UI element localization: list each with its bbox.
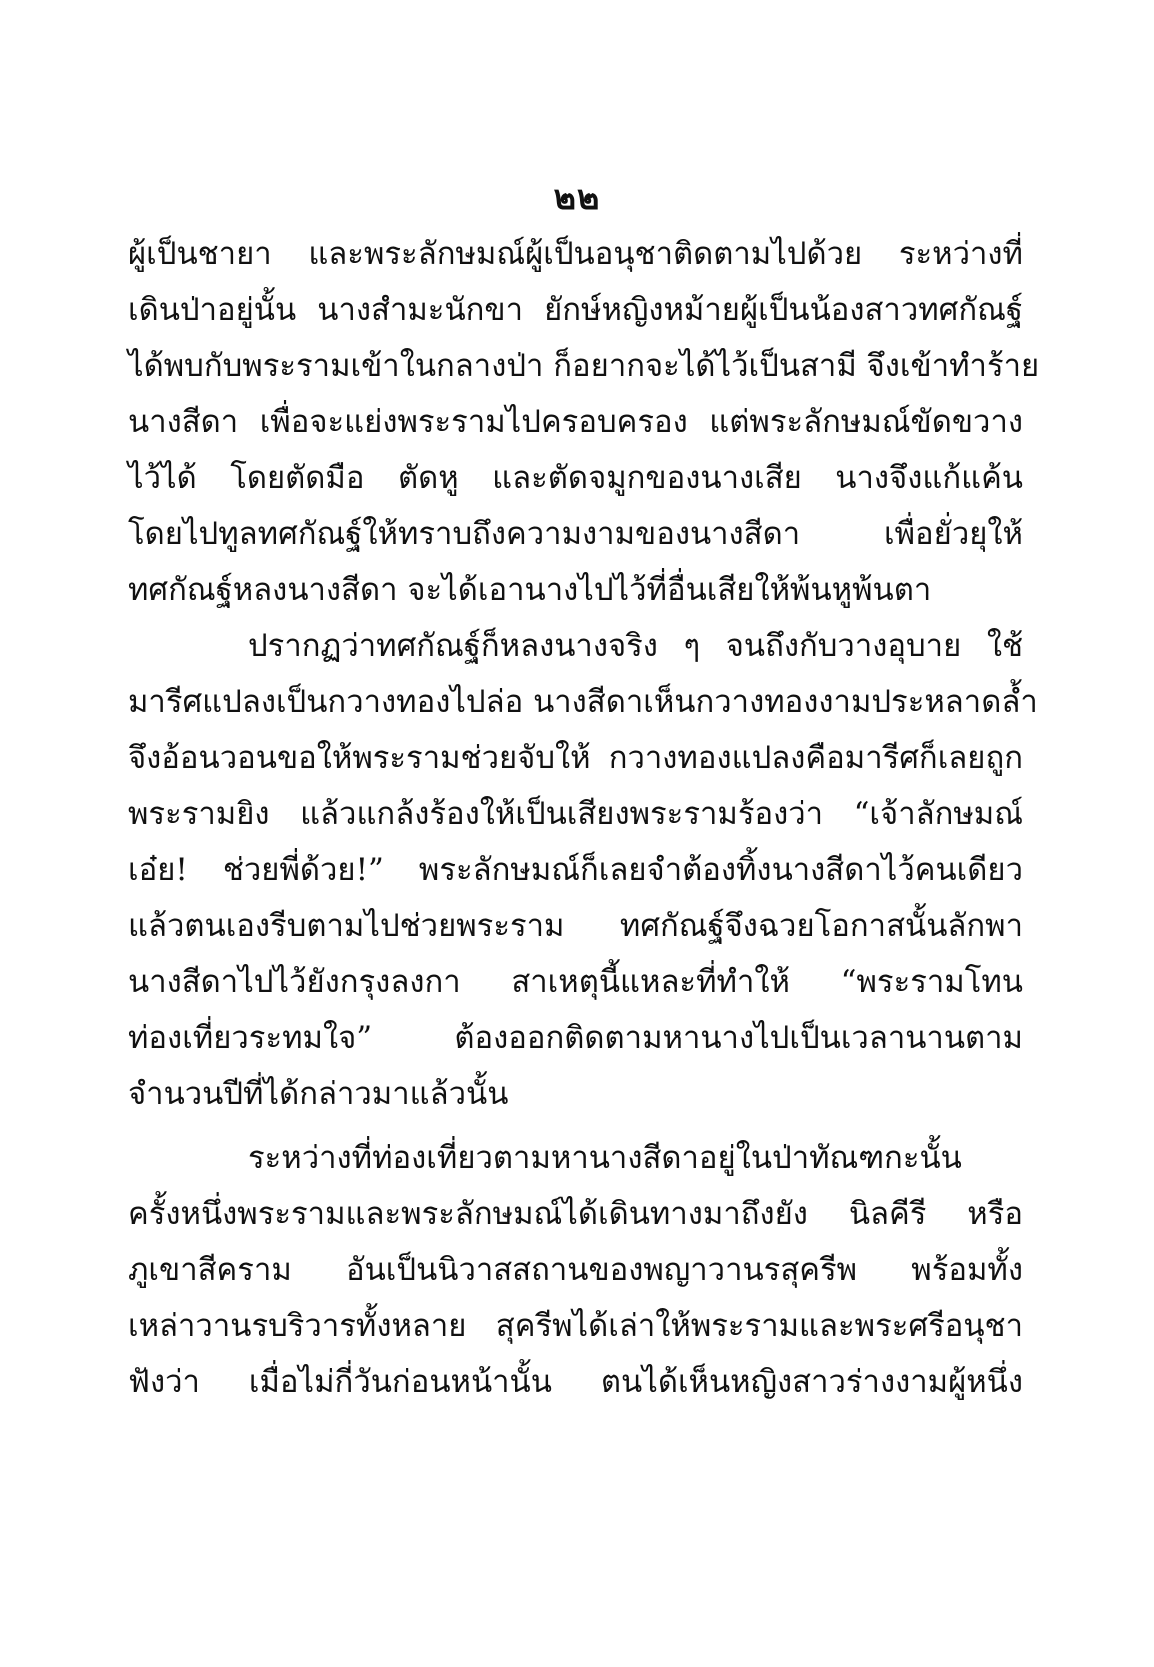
text-line: พระรามยิง แล้วแกล้งร้องให้เป็นเสียงพระรามร้องว่า “เจ้าลักษมณ์ [128, 796, 1023, 832]
text-line: ผู้เป็นชายา และพระลักษมณ์ผู้เป็นอนุชาติดตามไปด้วย ระหว่างที่ [128, 236, 1023, 272]
paragraph-3 [128, 1130, 1023, 1410]
text-line: ทศกัณฐ์หลงนางสีดา จะได้เอานางไปไว้ที่อื่นเสียให้พ้นหูพ้นตา [128, 572, 932, 608]
text-line: เหล่าวานรบริวารทั้งหลาย สุครีพได้เล่าให้พระรามและพระศรีอนุชา [128, 1308, 1023, 1344]
text-line: ครั้งหนึ่งพระรามและพระลักษมณ์ได้เดินทางมาถึงยัง นิลคีรี หรือ [128, 1196, 1023, 1232]
page-number: ๒๒ [553, 178, 601, 218]
text-line: ภูเขาสีคราม อันเป็นนิวาสสถานของพญาวานรสุครีพ พร้อมทั้ง [128, 1252, 1023, 1288]
text-line: เอ๋ย! ช่วยพี่ด้วย!” พระลักษมณ์ก็เลยจำต้องทิ้งนางสีดาไว้คนเดียว [128, 852, 1023, 888]
text-line: ไว้ได้ โดยตัดมือ ตัดหู และตัดจมูกของนางเสีย นางจึงแก้แค้น [128, 460, 1023, 496]
text-line: จำนวนปีที่ได้กล่าวมาแล้วนั้น [128, 1076, 509, 1112]
text-line: ระหว่างที่ท่องเที่ยวตามหานางสีดาอยู่ในป่าทัณฑกะนั้น [248, 1140, 962, 1176]
text-line: ฟังว่า เมื่อไม่กี่วันก่อนหน้านั้น ตนได้เห็นหญิงสาวร่างงามผู้หนึ่ง [128, 1364, 1023, 1400]
paragraph-1 [128, 226, 1040, 618]
text-line: ปรากฏว่าทศกัณฐ์ก็หลงนางจริง ๆ จนถึงกับวางอุบาย ใช้ [248, 628, 1023, 664]
paragraph-2 [128, 618, 1038, 1122]
body-text [128, 226, 1040, 1410]
text-line: ได้พบกับพระรามเข้าในกลางป่า ก็อยากจะได้ไว้เป็นสามี จึงเข้าทำร้าย [128, 348, 1040, 384]
text-line: มารีศแปลงเป็นกวางทองไปล่อ นางสีดาเห็นกวางทองงามประหลาดล้ำ [128, 684, 1038, 720]
text-line: แล้วตนเองรีบตามไปช่วยพระราม ทศกัณฐ์จึงฉวยโอกาสนั้นลักพา [128, 908, 1023, 944]
text-line: จึงอ้อนวอนขอให้พระรามช่วยจับให้ กวางทองแปลงคือมารีศก็เลยถูก [128, 740, 1023, 776]
text-line: นางสีดา เพื่อจะแย่งพระรามไปครอบครอง แต่พระลักษมณ์ขัดขวาง [128, 404, 1023, 440]
text-line: เดินป่าอยู่นั้น นางสำมะนักขา ยักษ์หญิงหม้ายผู้เป็นน้องสาวทศกัณฐ์ [128, 292, 1023, 328]
text-line: โดยไปทูลทศกัณฐ์ให้ทราบถึงความงามของนางสีดา เพื่อยั่วยุให้ [128, 516, 1023, 552]
text-line: ท่องเที่ยวระทมใจ” ต้องออกติดตามหานางไปเป็นเวลานานตาม [128, 1020, 1023, 1056]
text-line: นางสีดาไปไว้ยังกรุงลงกา สาเหตุนี้แหละที่ทำให้ “พระรามโทน [128, 964, 1023, 1000]
